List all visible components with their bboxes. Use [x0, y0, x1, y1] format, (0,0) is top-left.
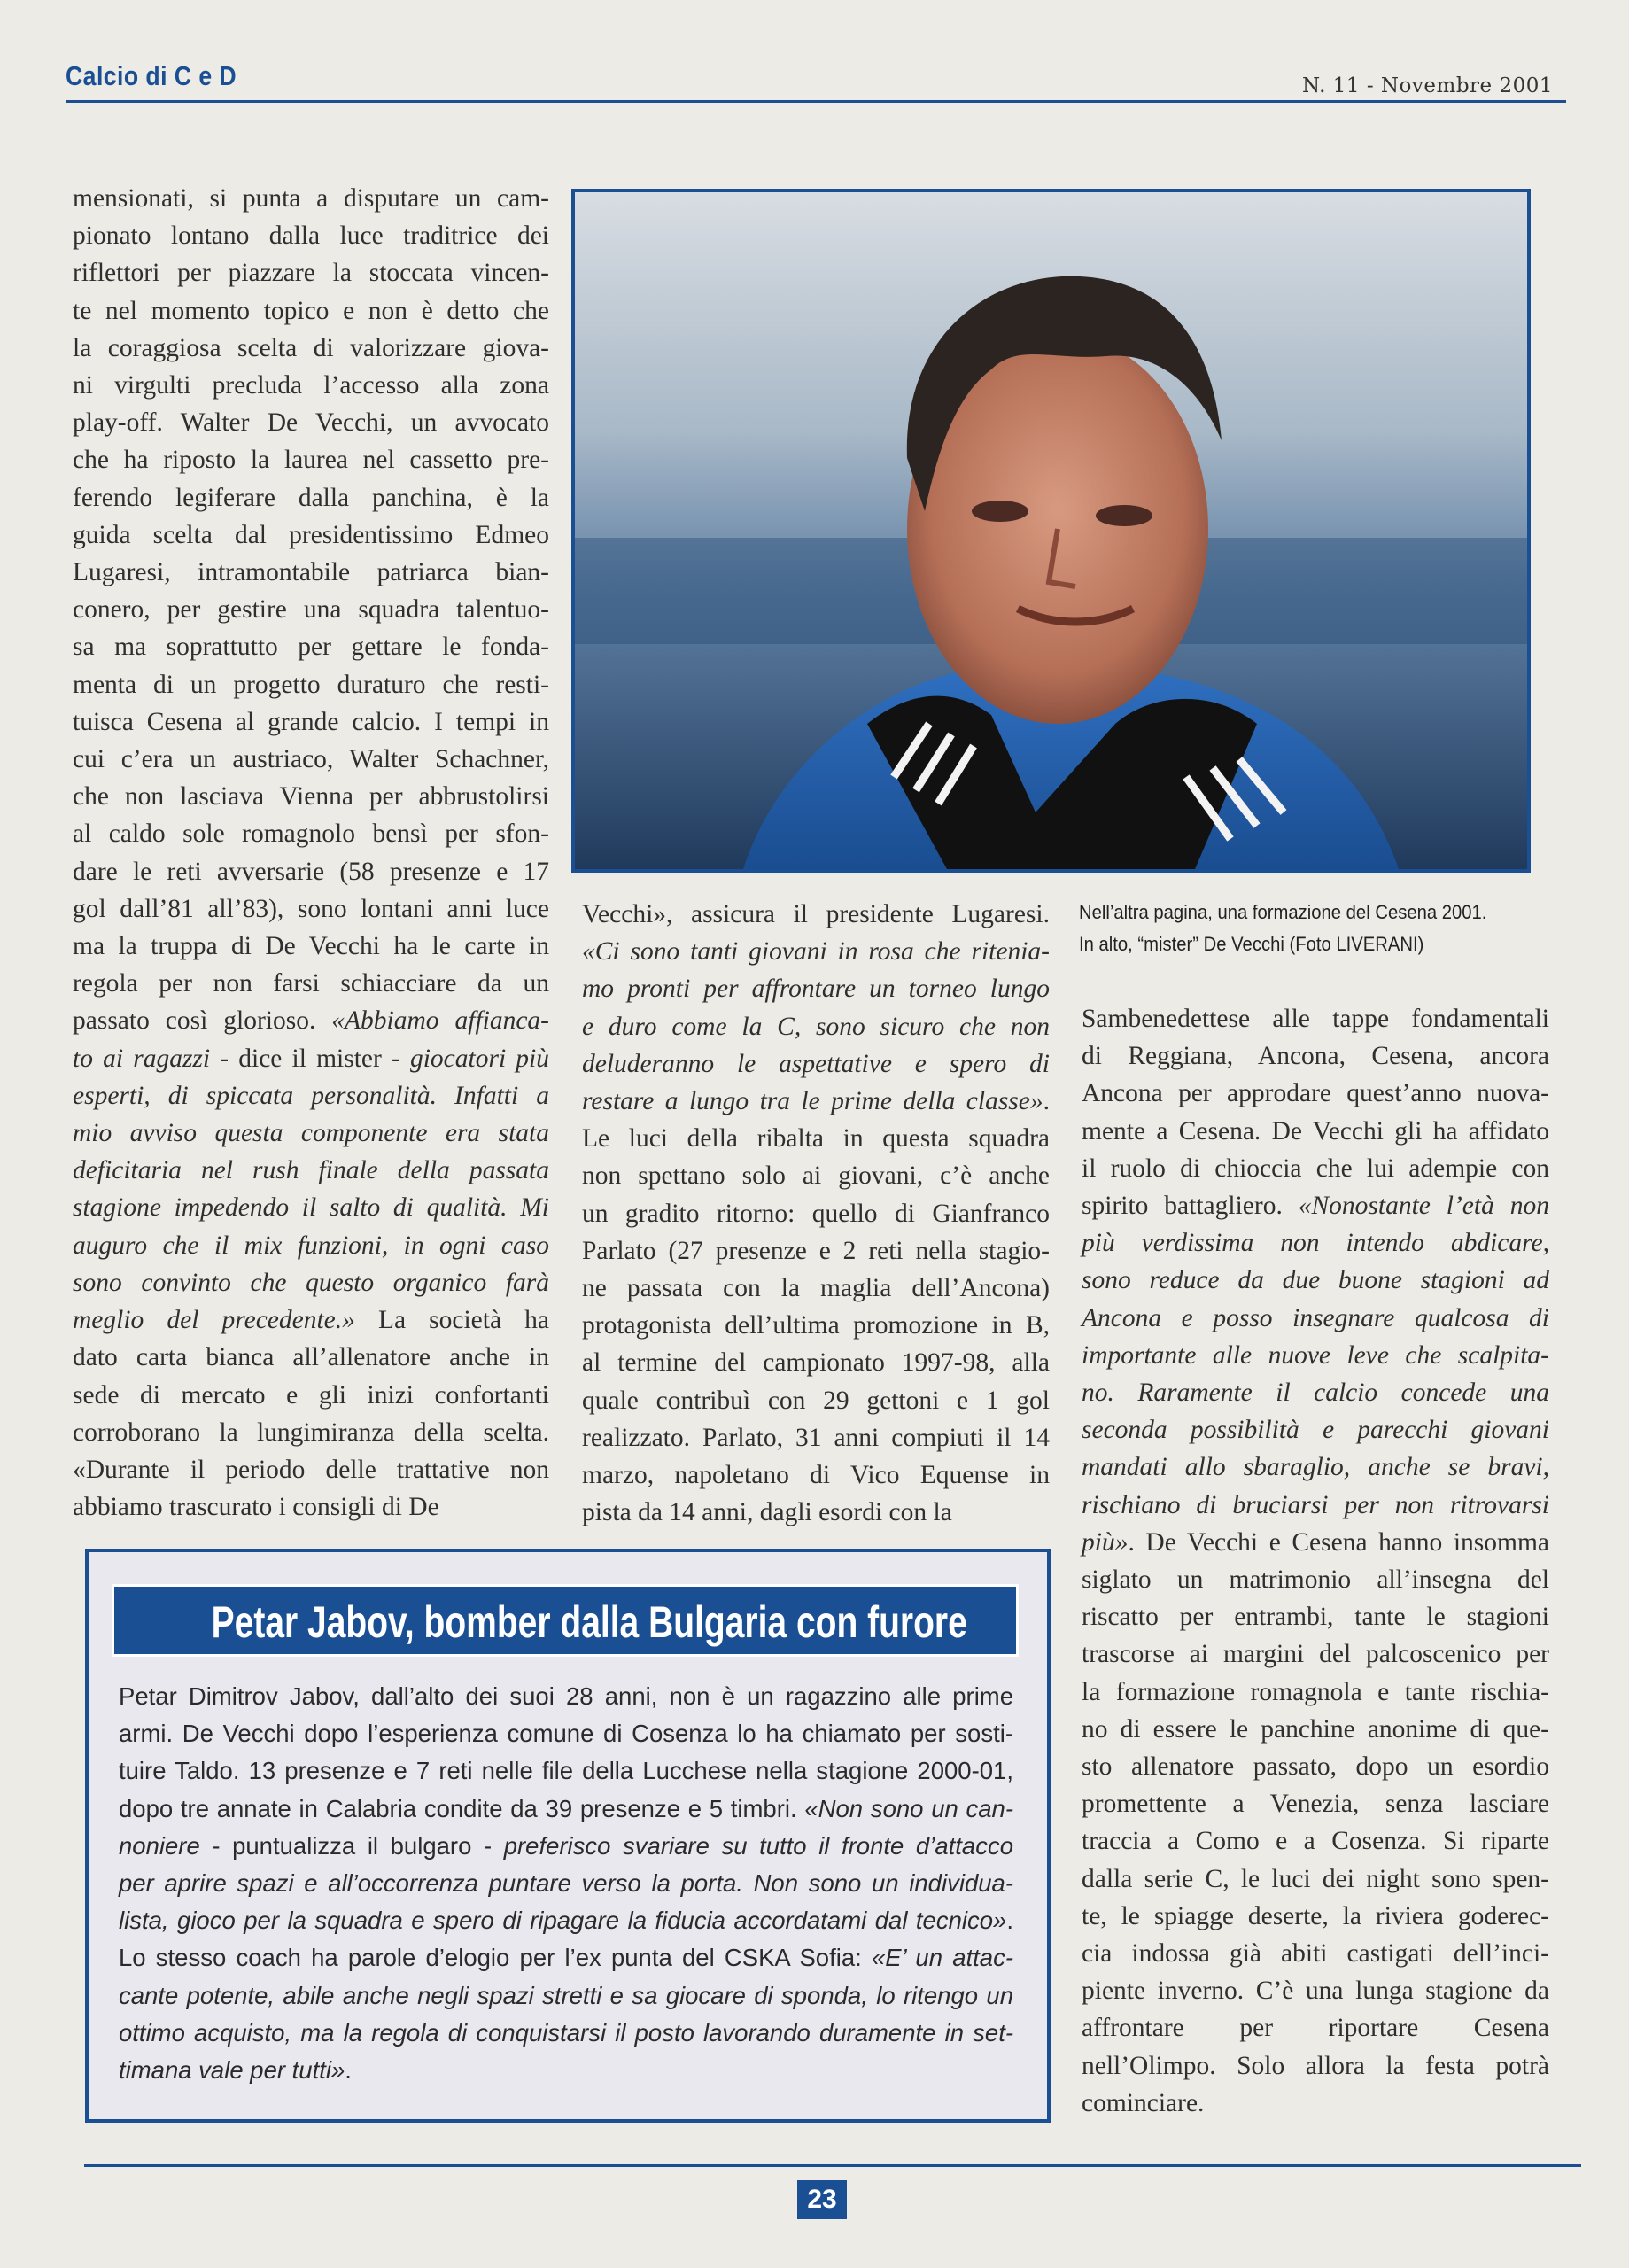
caption-line-1: Nell’altra pagina, una formazione del Cesena 2001.	[1079, 901, 1487, 923]
sidebar-text-line: noniere - puntualizza il bulgaro - preferisco svariare su tutto il fronte d’attacco	[119, 1831, 1013, 1860]
column3-line: promettente a Venezia, senza lasciare	[1082, 1790, 1549, 1819]
column1-line: sono convinto che questo organico farà	[73, 1268, 549, 1297]
column3-line: piente inverno. C’è una lunga stagione da	[1082, 1977, 1549, 2006]
column2-line: protagonista dell’ultima promozione in B,	[582, 1311, 1050, 1340]
sidebar-text-line: armi. De Vecchi dopo l’esperienza comune di Cosenza lo ha chiamato per sosti-	[119, 1720, 1013, 1748]
sidebar-text-line: timana vale per tutti».	[119, 2056, 352, 2085]
column3-line: no di essere le panchine anonime di que-	[1082, 1714, 1549, 1744]
sidebar-text	[119, 1678, 1013, 2089]
sidebar-text-line: dopo tre annate in Calabria condite da 39 presenze e 5 timbri. «Non sono un can-	[119, 1794, 1013, 1822]
column2-line: marzo, napoletano di Vico Equense in	[582, 1461, 1050, 1490]
column1-line: te nel momento topico e non è detto che	[73, 296, 549, 325]
column3-line: dalla serie C, le luci dei night sono spen-	[1082, 1864, 1549, 1893]
header-rule	[66, 100, 1566, 103]
column2-line: un gradito ritorno: quello di Gianfranco	[582, 1199, 1050, 1228]
column3-line: di Reggiana, Ancona, Cesena, ancora	[1082, 1042, 1549, 1071]
magazine-title: Calcio di C e D	[66, 60, 237, 91]
footer-rule	[84, 2164, 1581, 2167]
column3-line: sono reduce da due buone stagioni ad	[1082, 1266, 1549, 1295]
column3-line: te, le spiagge deserte, la riviera goderec-	[1082, 1901, 1549, 1930]
column3-line: riscatto per entrambi, tante le stagioni	[1082, 1603, 1549, 1632]
column1-line: menta di un progetto duraturo che resti-	[73, 670, 549, 699]
column2-line: realizzato. Parlato, 31 anni compiuti il 14	[582, 1423, 1050, 1452]
column3-line: siglato un matrimonio all’insegna del	[1082, 1565, 1549, 1595]
column2-line: al termine del campionato 1997-98, alla	[582, 1348, 1050, 1378]
column3-line: più verdissima non intendo abdicare,	[1082, 1229, 1549, 1258]
column1-line: ni virgulti precluda l’accesso alla zona	[73, 371, 549, 400]
photo-caption	[1079, 897, 1557, 960]
column1-line: tuisca Cesena al grande calcio. I tempi in	[73, 707, 549, 736]
column3-line: mandati allo sbaraglio, anche se bravi,	[1082, 1453, 1549, 1482]
column1-line: corroborano la lungimiranza della scelta.	[73, 1418, 549, 1447]
column1-line: sa ma soprattutto per gettare le fonda-	[73, 633, 549, 662]
sidebar-text-line: per aprire spazi e all’occorrenza puntare verso la porta. Non sono un individua-	[119, 1869, 1013, 1898]
column1-line: Lugaresi, intramontabile patriarca bian-	[73, 558, 549, 587]
column1-line: pionato lontano dalla luce traditrice dei	[73, 221, 549, 251]
column1-line: play-off. Walter De Vecchi, un avvocato	[73, 408, 549, 438]
sidebar-title: Petar Jabov, bomber dalla Bulgaria con furore	[211, 1597, 967, 1647]
page-number: 23	[807, 2185, 837, 2214]
column2-line: Vecchi», assicura il presidente Lugaresi.	[582, 900, 1050, 928]
column2-line: non spettano solo ai giovani, c’è anche	[582, 1161, 1050, 1191]
column1-line: abbiamo trascurato i consigli di De	[73, 1493, 439, 1522]
column3-line: no. Raramente il calcio concede una	[1082, 1379, 1549, 1408]
column3-line: sto allenatore passato, dopo un esordio	[1082, 1752, 1549, 1782]
column1-line: che ha riposto la laurea nel cassetto pre-	[73, 446, 549, 475]
column3-line: più». De Vecchi e Cesena hanno insomma	[1082, 1527, 1549, 1557]
column1-line: al caldo sole romagnolo bensì per sfon-	[73, 819, 549, 849]
column2-line: pista da 14 anni, dagli esordi con la	[582, 1498, 952, 1527]
column1-line: dato carta bianca all’allenatore anche in	[73, 1343, 549, 1372]
column1-line: guida scelta dal presidentissimo Edmeo	[73, 520, 549, 549]
column1-line: regola per non farsi schiacciare da un	[73, 969, 549, 998]
caption-line-2: In alto, “mister” De Vecchi (Foto LIVERANI)	[1079, 933, 1424, 955]
column2-line: e duro come la C, sono sicuro che non	[582, 1012, 1050, 1041]
column2-line: Parlato (27 presenze e 2 reti nella stagio-	[582, 1236, 1050, 1265]
column1-line: ferendo legiferare dalla panchina, è la	[73, 483, 549, 512]
column3-line: la formazione romagnola e tante rischia-	[1082, 1677, 1549, 1706]
column1-line: dare le reti avversarie (58 presenze e 17	[73, 857, 549, 886]
column1-line: «Durante il periodo delle trattative non	[73, 1455, 549, 1484]
column1-line: mio avviso questa componente era stata	[73, 1119, 549, 1148]
column1-line: la coraggiosa scelta di valorizzare giova-	[73, 333, 549, 362]
column1-line: gol dall’81 all’83), sono lontani anni luce	[73, 894, 549, 923]
column2-line: mo pronti per affrontare un torneo lungo	[582, 975, 1050, 1004]
column3-line: traccia a Como e a Cosenza. Si riparte	[1082, 1827, 1549, 1856]
column3-line: Ancona per approdare quest’anno nuova-	[1082, 1079, 1549, 1108]
column1-line: stagione impedendo il salto di qualità. Mi	[73, 1193, 549, 1223]
column3-line: il ruolo di chioccia che lui adempie con	[1082, 1153, 1549, 1183]
column1-line: auguro che il mix funzioni, in ogni caso	[73, 1231, 549, 1260]
column3-line: rischiano di bruciarsi per non ritrovarsi	[1082, 1490, 1549, 1519]
column3-line: cominciare.	[1082, 2088, 1205, 2117]
column3-line: trascorse ai margini del palcoscenico per	[1082, 1640, 1549, 1669]
sidebar-text-line: lista, gioco per la squadra e spero di ripagare la fiducia accordatami dal tecnico».	[119, 1907, 1013, 1935]
article-column-1	[73, 180, 549, 1526]
coach-photo	[571, 189, 1531, 873]
article-column-2	[582, 896, 1050, 1531]
column3-line: Ancona e posso insegnare qualcosa di	[1082, 1303, 1549, 1332]
column3-line: cia indossa già abiti castigati dell’inci-	[1082, 1939, 1549, 1969]
column3-line: importante alle nuove leve che scalpita-	[1082, 1340, 1549, 1370]
sidebar-text-line: Lo stesso coach ha parole d’elogio per l’ex punta del CSKA Sofia: «E’ un attac-	[119, 1944, 1014, 1972]
column1-line: conero, per gestire una squadra talentuo-	[73, 595, 549, 625]
column1-line: che non lasciava Vienna per abbrustolirsi	[73, 782, 549, 812]
column1-line: sede di mercato e gli inizi confortanti	[73, 1380, 549, 1410]
column3-line: spirito battagliero. «Nonostante l’età non	[1082, 1192, 1550, 1221]
column1-line: esperti, di spiccata personalità. Infatti a	[73, 1081, 549, 1110]
column1-line: ma la truppa di De Vecchi ha le carte in	[73, 932, 549, 961]
column3-line: Sambenedettese alle tappe fondamentali	[1082, 1005, 1549, 1033]
column1-line: deficitaria nel rush finale della passata	[73, 1156, 549, 1185]
column3-line: seconda possibilità e parecchi giovani	[1082, 1416, 1549, 1445]
column3-line: affrontare per riportare Cesena	[1082, 2014, 1549, 2043]
column1-line: mensionati, si punta a disputare un cam-	[73, 184, 549, 213]
column1-line: to ai ragazzi - dice il mister - giocatori più	[73, 1044, 550, 1073]
portrait-illustration	[575, 192, 1527, 869]
column1-line: riflettori per piazzare la stoccata vincen-	[73, 259, 549, 288]
column2-line: quale contribuì con 29 gettoni e 1 gol	[582, 1386, 1050, 1415]
sidebar-text-line: tuire Taldo. 13 presenze e 7 reti nelle file della Lucchese nella stagione 2000-01,	[119, 1757, 1013, 1785]
column1-line: passato così glorioso. «Abbiamo affianca-	[73, 1006, 550, 1036]
sidebar-text-line: cante potente, abile anche negli spazi stretti e sa giocare di sponda, lo ritengo un	[119, 1981, 1013, 2009]
sidebar-text-line: Petar Dimitrov Jabov, dall’alto dei suoi 28 anni, non è un ragazzino alle prime	[119, 1682, 1013, 1710]
column3-line: nell’Olimpo. Solo allora la festa potrà	[1082, 2051, 1549, 2080]
column2-line: «Ci sono tanti giovani in rosa che ritenia-	[582, 937, 1050, 967]
sidebar-text-line: ottimo acquisto, ma la regola di conquistarsi il posto lavorando duramente in set-	[119, 2018, 1013, 2047]
issue-label: N. 11 - Novembre 2001	[1302, 74, 1553, 97]
article-column-3	[1082, 1000, 1549, 2122]
column2-line: Le luci della ribalta in questa squadra	[582, 1124, 1050, 1153]
column2-line: ne passata con la maglia dell’Ancona)	[582, 1274, 1050, 1303]
column3-line: mente a Cesena. De Vecchi gli ha affidato	[1082, 1116, 1549, 1146]
column2-line: restare a lungo tra le prime della classe».	[582, 1087, 1050, 1116]
column1-line: cui c’era un austriaco, Walter Schachner,	[73, 745, 549, 774]
column2-line: deluderanno le aspettative e spero di	[582, 1049, 1050, 1078]
column1-line: meglio del precedente.» La società ha	[73, 1306, 549, 1335]
